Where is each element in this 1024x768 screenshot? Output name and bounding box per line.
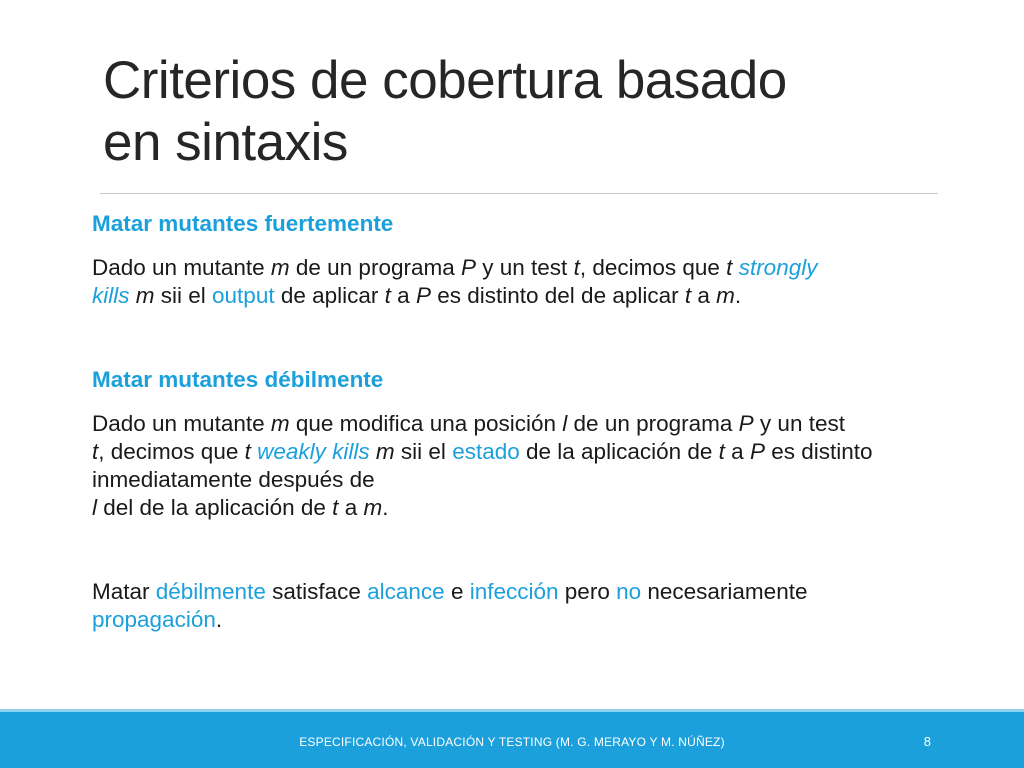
text-run: , decimos que (579, 255, 727, 280)
strong-kill-definition (92, 254, 972, 310)
weak-kill-definition (92, 410, 972, 522)
footer-text: ESPECIFICACIÓN, VALIDACIÓN Y TESTING (M. G. MERAYO Y M. NÚÑEZ) (299, 735, 725, 749)
text-run: que modifica una posición (289, 411, 563, 436)
text-run: Matar (92, 579, 156, 604)
weak-kill-heading: Matar mutantes débilmente (92, 367, 384, 392)
var-t: t (92, 439, 99, 464)
slide-title (103, 50, 963, 174)
var-l: l (92, 495, 97, 520)
text-run: de aplicar (274, 283, 385, 308)
text-run: es distinto del de aplicar (430, 283, 685, 308)
var-m: m (716, 283, 735, 308)
var-l: l (562, 411, 568, 436)
text-run: e (444, 579, 470, 604)
summary-statement (92, 578, 972, 634)
text-run: de la aplicación de (519, 439, 719, 464)
term-debilmente: débilmente (155, 579, 266, 604)
text-run: Dado un mutante (92, 255, 271, 280)
var-t: t (573, 255, 580, 280)
text-run: a (390, 283, 416, 308)
text-run: a (691, 283, 717, 308)
text-run: necesariamente (641, 579, 808, 604)
term-infeccion: infección (469, 579, 559, 604)
var-m: m (270, 255, 290, 280)
term-alcance: alcance (367, 579, 445, 604)
text-run: satisface (265, 579, 368, 604)
text-run: . (734, 283, 742, 308)
text-run: del de la aplicación de (97, 495, 333, 520)
text-run: sii el (394, 439, 453, 464)
var-p: P (415, 283, 431, 308)
var-t: t (332, 495, 339, 520)
term-kills: kills (92, 283, 130, 308)
var-p: P (749, 439, 765, 464)
var-m: m (375, 439, 395, 464)
var-t: t (244, 439, 251, 464)
text-run: a (338, 495, 364, 520)
text-run: pero (558, 579, 617, 604)
text-run: Dado un mutante (92, 411, 271, 436)
term-estado: estado (452, 439, 520, 464)
term-output: output (212, 283, 275, 308)
var-t: t (718, 439, 725, 464)
text-run: y un test (753, 411, 845, 436)
title-line-1: Criterios de cobertura basado (103, 51, 787, 110)
term-strongly: strongly (738, 255, 818, 280)
text-run: de un programa (567, 411, 739, 436)
text-run: y un test (476, 255, 574, 280)
term-no: no (616, 579, 642, 604)
title-line-2: en sintaxis (103, 113, 348, 172)
text-run: . (382, 495, 389, 520)
strong-kill-heading: Matar mutantes fuertemente (92, 211, 394, 236)
var-m: m (270, 411, 290, 436)
text-run: es distinto inmediatamente después de (92, 439, 873, 492)
term-weakly-kills: weakly kills (257, 439, 370, 464)
var-t: t (384, 283, 391, 308)
term-propagacion: propagación (92, 607, 216, 632)
var-p: P (738, 411, 754, 436)
var-m: m (363, 495, 383, 520)
var-p: P (460, 255, 476, 280)
text-run: sii el (154, 283, 213, 308)
var-m: m (135, 283, 155, 308)
var-t: t (684, 283, 692, 308)
var-t: t (726, 255, 733, 280)
slide-body (92, 210, 972, 634)
text-run: , decimos que (98, 439, 245, 464)
page-number: 8 (923, 734, 931, 749)
text-run: de un programa (289, 255, 461, 280)
text-run: a (724, 439, 750, 464)
footer-band (0, 712, 1024, 768)
title-divider (100, 193, 938, 194)
text-run: . (215, 607, 223, 632)
